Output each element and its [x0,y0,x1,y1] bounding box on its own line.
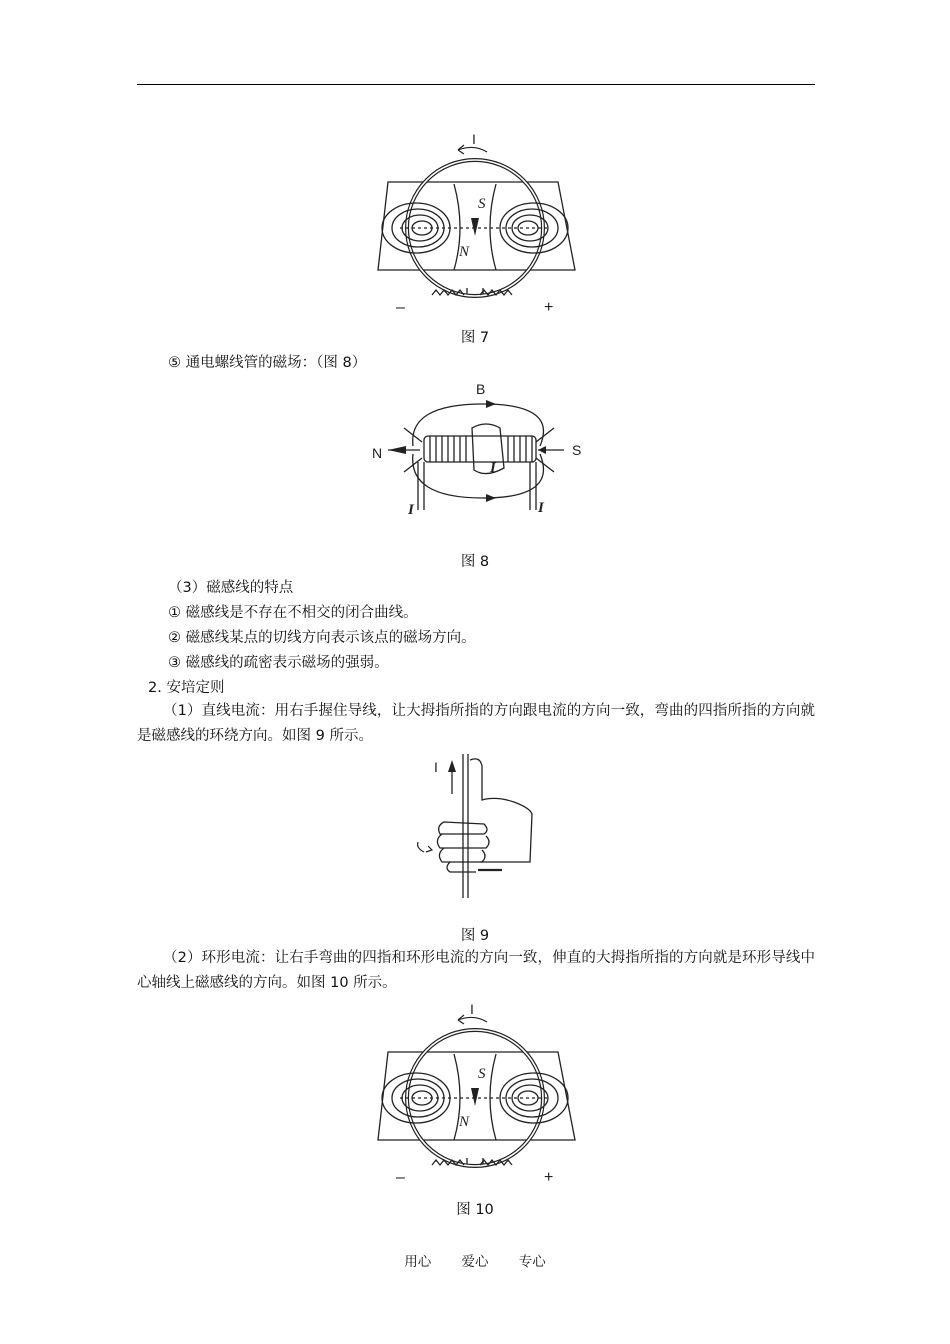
hand [472,424,504,474]
figure-8-solenoid-diagram [368,376,588,521]
fig7-current-label: I [472,131,476,147]
fig10-minus-label: – [396,1169,405,1186]
field-lines-left [382,1073,450,1123]
fig10-north-label: N [459,1114,470,1130]
fig8-n-label: N [372,445,383,461]
fig8-current-label-center: I [490,460,496,476]
fig8-current-label-left: I [408,502,414,518]
features-heading: （3）磁感线的特点 [168,580,294,596]
figure-10-caption: 图 10 [456,1202,494,1218]
fig7-south-label: S [478,196,486,212]
figure-7-loop-field-diagram [370,130,585,320]
feature-item-3: ③ 磁感线的疏密表示磁场的强弱。 [168,655,389,671]
field-loop-bottom [413,454,544,498]
footer-item-2: 爱心 [461,1254,489,1270]
fig8-b-label: B [476,381,486,397]
feature-item-2: ② 磁感线某点的切线方向表示该点的磁场方向。 [168,630,476,646]
section-5-text: ⑤ 通电螺线管的磁场：（图 8） [168,355,367,371]
footer-item-3: 专心 [518,1254,546,1270]
figure-8-caption: 图 8 [460,554,490,570]
thumb-and-palm [470,759,532,862]
feature-item-1: ① 磁感线是不存在不相交的闭合曲线。 [168,605,418,621]
fig8-s-label: S [572,442,582,458]
fig10-plus-label: + [544,1169,554,1186]
page-footer [0,1250,950,1270]
figure-10-loop-field-diagram [370,1000,585,1190]
field-lines-left [382,203,450,253]
ampere-heading: 2. 安培定则 [148,680,225,696]
straight-current-paragraph: （1）直线电流：用右手握住导线，让大拇指所指的方向跟电流的方向一致，弯曲的四指所指的方向就是磁感线的环绕方向。如图 9 所示。 [137,703,815,744]
figure-9-caption: 图 9 [460,928,490,944]
fig10-south-label: S [478,1066,486,1082]
fig9-current-label: I [434,759,438,775]
footer-item-1: 用心 [404,1254,432,1270]
fig7-plus-label: + [544,299,554,316]
figure-7-caption: 图 7 [460,330,490,346]
header-rule [137,84,815,85]
fig7-north-label: N [459,244,470,260]
fig10-current-label: I [470,1001,474,1017]
fig8-current-label-right: I [538,500,544,516]
loop-current-paragraph: （2）环形电流：让右手弯曲的四指和环形电流的方向一致，伸直的大拇指所指的方向就是环形导线中心轴线上磁感线的方向。如图 10 所示。 [137,950,815,991]
fig7-minus-label: – [396,299,405,316]
figure-9-right-hand-rule-diagram [410,752,540,900]
